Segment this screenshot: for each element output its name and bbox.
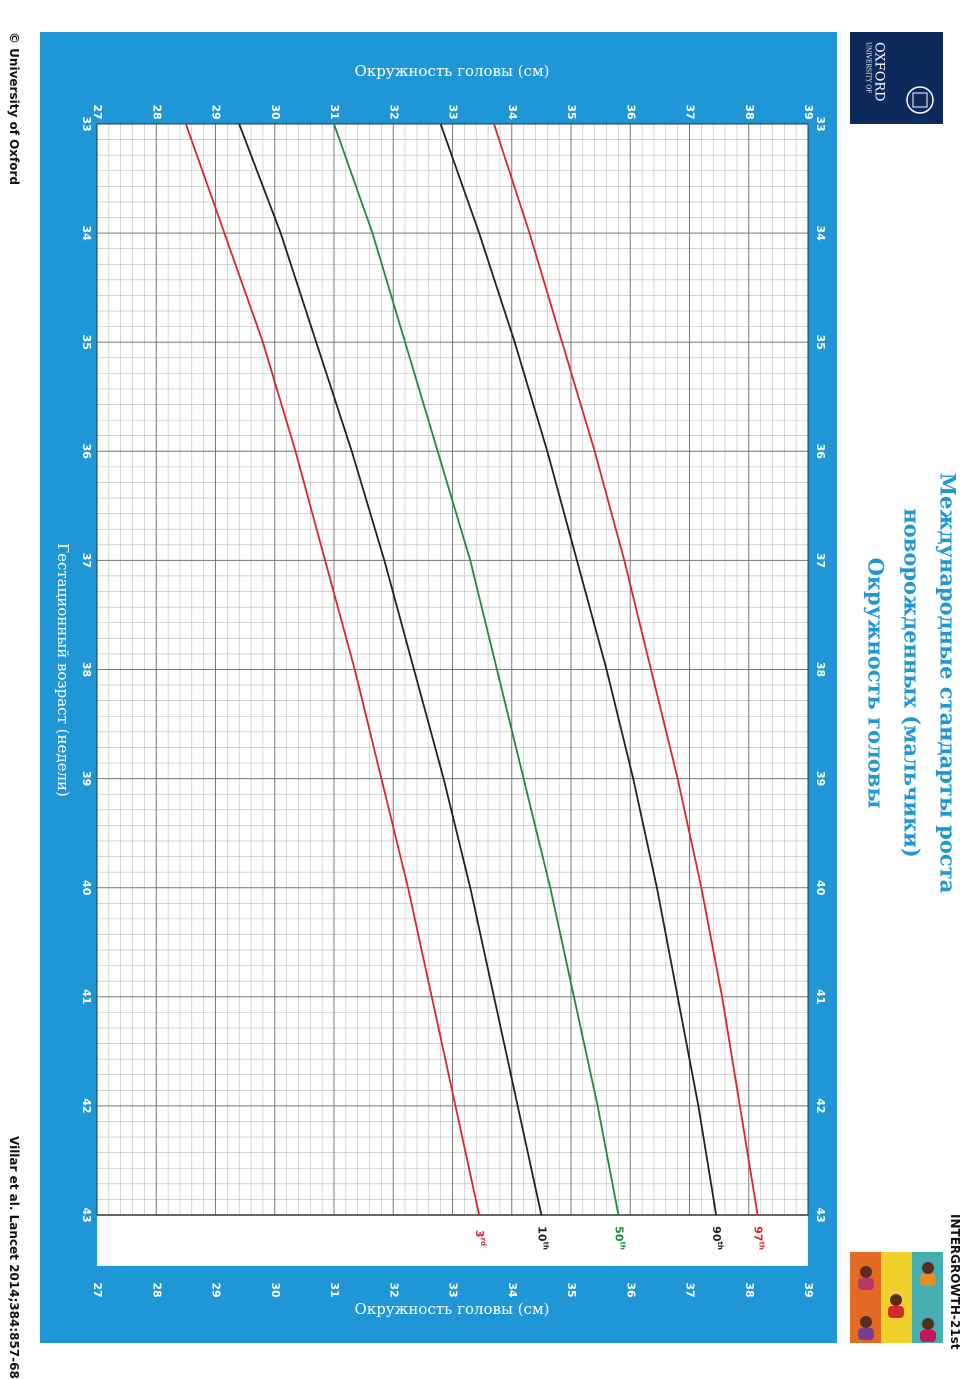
- y-axis-label-top: Окружность головы (см): [354, 62, 550, 80]
- logo-oxford-text: OXFORD: [871, 42, 887, 102]
- y-tick-label-bottom: 39: [802, 1282, 815, 1298]
- citation-text: Villar et al. Lancet 2014;384:857-68: [7, 1136, 21, 1379]
- y-tick-label-bottom: 27: [91, 1282, 104, 1298]
- percentile-suffix: rd: [479, 1237, 488, 1247]
- x-tick-label-right: 39: [814, 770, 827, 787]
- y-tick-label-top: 35: [565, 104, 578, 120]
- x-tick-label-left: 41: [80, 989, 93, 1005]
- x-tick-label-left: 33: [80, 116, 93, 132]
- y-tick-label-bottom: 28: [150, 1282, 164, 1298]
- percentile-number: 3: [473, 1229, 487, 1238]
- percentile-number: 90: [710, 1226, 724, 1242]
- y-tick-label-top: 30: [268, 104, 282, 120]
- percentile-number: 10: [535, 1226, 549, 1242]
- x-tick-label-right: 42: [814, 1098, 827, 1114]
- x-tick-label-right: 33: [814, 116, 827, 132]
- y-tick-label-bottom: 37: [683, 1282, 697, 1298]
- logo-small-text: UNIVERSITY OF: [864, 42, 872, 94]
- oxford-logo-text: [865, 42, 887, 102]
- title-line-2: новорожденных (мальчики): [899, 508, 925, 858]
- x-tick-label-left: 43: [80, 1207, 93, 1223]
- y-tick-label-bottom: 36: [624, 1282, 638, 1298]
- percentile-suffix: th: [541, 1241, 550, 1250]
- percentile-suffix: th: [618, 1241, 627, 1250]
- x-tick-label-left: 37: [80, 552, 93, 569]
- x-tick-label-right: 34: [814, 225, 827, 241]
- person-head-icon: [890, 1294, 902, 1306]
- x-tick-label-right: 43: [814, 1207, 827, 1223]
- x-tick-label-right: 35: [814, 334, 827, 350]
- y-tick-label-top: 33: [446, 104, 460, 120]
- y-tick-label-top: 38: [742, 104, 756, 120]
- x-tick-label-left: 40: [80, 880, 93, 896]
- percentile-suffix: th: [757, 1241, 766, 1250]
- person-body-icon: [858, 1278, 874, 1290]
- copyright-text: © University of Oxford: [7, 32, 21, 186]
- y-tick-label-top: 39: [802, 104, 815, 120]
- person-body-icon: [858, 1328, 874, 1340]
- y-tick-label-top: 27: [91, 104, 104, 120]
- y-tick-label-bottom: 31: [328, 1282, 341, 1298]
- y-tick-label-top: 29: [209, 104, 223, 120]
- x-tick-label-right: 40: [814, 880, 827, 896]
- x-tick-label-left: 34: [80, 225, 93, 241]
- y-tick-label-bottom: 35: [565, 1282, 578, 1298]
- x-tick-label-right: 36: [814, 443, 827, 459]
- x-tick-label-right: 41: [814, 989, 827, 1005]
- y-tick-label-bottom: 34: [505, 1282, 519, 1298]
- person-body-icon: [888, 1306, 904, 1318]
- page-title: [864, 473, 961, 894]
- x-tick-label-right: 38: [814, 661, 827, 678]
- x-tick-label-left: 36: [80, 443, 93, 459]
- y-tick-label-top: 32: [387, 104, 401, 120]
- y-tick-label-bottom: 32: [387, 1282, 401, 1298]
- x-tick-label-right: 37: [814, 552, 827, 569]
- y-tick-label-top: 34: [505, 104, 519, 120]
- percentile-number: 50: [612, 1226, 626, 1242]
- x-axis-label: Гестационный возраст (недели): [54, 543, 72, 797]
- y-axis-label-bottom: Окружность головы (см): [354, 1300, 550, 1318]
- intergrowth-logo-image: [850, 1252, 943, 1343]
- person-body-icon: [920, 1274, 936, 1286]
- title-line-1: Международные стандарты роста: [935, 472, 961, 894]
- y-tick-label-bottom: 30: [268, 1282, 282, 1298]
- person-head-icon: [922, 1262, 934, 1274]
- x-tick-label-left: 38: [80, 661, 93, 678]
- y-tick-label-top: 31: [328, 104, 341, 120]
- y-tick-label-top: 28: [150, 104, 164, 120]
- brand-text: INTERGROWTH-21st: [948, 1214, 962, 1350]
- person-head-icon: [860, 1266, 872, 1278]
- percentile-number: 97: [751, 1226, 765, 1242]
- x-tick-label-left: 39: [80, 770, 93, 787]
- y-tick-label-bottom: 33: [446, 1282, 460, 1298]
- person-head-icon: [922, 1318, 934, 1330]
- y-tick-label-top: 37: [683, 104, 697, 120]
- person-head-icon: [860, 1316, 872, 1328]
- y-tick-label-bottom: 38: [742, 1282, 756, 1298]
- person-body-icon: [920, 1330, 936, 1342]
- percentile-suffix: th: [716, 1241, 725, 1250]
- x-tick-label-left: 35: [80, 334, 93, 350]
- x-tick-label-left: 42: [80, 1098, 93, 1114]
- y-tick-label-top: 36: [624, 104, 638, 120]
- title-line-3: Окружность головы: [863, 557, 889, 809]
- y-tick-label-bottom: 29: [209, 1282, 223, 1298]
